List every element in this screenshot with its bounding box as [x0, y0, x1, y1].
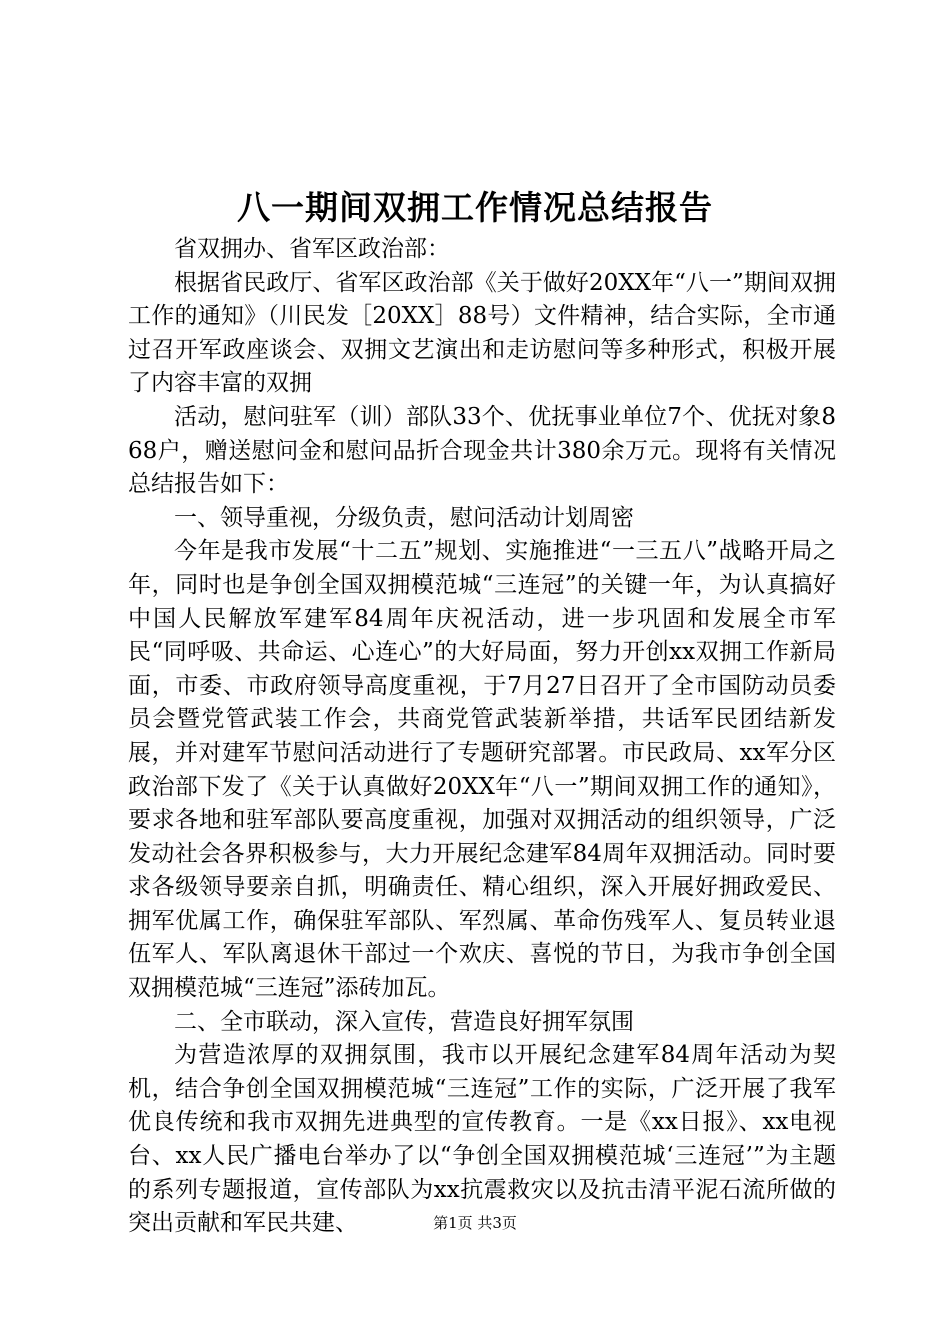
- section-heading-2: 二、全市联动，深入宣传，营造良好拥军氛围: [174, 1008, 634, 1035]
- paragraph-section-1: 今年是我市发展“十二五”规划、实施推进“一三五八”战略开局之年，同时也是争创全国双拥模范城“三连冠”的关键一年，为认真搞好中国人民解放军建军84周年庆祝活动，进一步巩固和发展全市军民“同呼吸、共命运、心连心”的大好局面，努力开创xx双拥工作新局面，市委、市政府领导高度重视，于7月27日召开了全市国防动员委员会暨党管武装工作会，共商党管武装新举措，共话军民团结新发展，并对建军节慰问活动进行了专题研究部署。市民政局、xx军分区政治部下发了《关于认真做好20XX年“八一”期间双拥工作的通知》，要求各地和驻军部队要高度重视，加强对双拥活动的组织领导，广泛发动社会各界积极参与，大力开展纪念建军84周年双拥活动。同时要求各级领导要亲自抓，明确责任、精心组织，深入开展好拥政爱民、拥军优属工作，确保驻军部队、军烈属、革命伤残军人、复员转业退伍军人、军队离退休干部过一个欢庆、喜悦的节日，为我市争创全国双拥模范城“三连冠”添砖加瓦。: [128, 538, 836, 1002]
- section-heading-1: 一、领导重视，分级负责，慰问活动计划周密: [174, 504, 634, 531]
- paragraph-intro: 根据省民政厅、省军区政治部《关于做好20XX年“八一”期间双拥工作的通知》（川民发［20XX］88号）文件精神，结合实际，全市通过召开军政座谈会、双拥文艺演出和走访慰问等多种形式，积极开展了内容丰富的双拥: [128, 269, 836, 397]
- paragraph-section-2: 为营造浓厚的双拥氛围，我市以开展纪念建军84周年活动为契机，结合争创全国双拥模范城“三连冠”工作的实际，广泛开展了我军优良传统和我市双拥先进典型的宣传教育。一是《xx日报》、xx电视台、xx人民广播电台举办了以“争创全国双拥模范城‘三连冠’”为主题的系列专题报道，宣传部队为xx抗震救灾以及抗击清平泥石流所做的突出贡献和军民共建、: [128, 1042, 836, 1237]
- salutation: 省双拥办、省军区政治部：: [174, 236, 450, 262]
- page-number: 第1页 共3页: [433, 1214, 517, 1232]
- paragraph-summary: 活动，慰问驻军（训）部队33个、优抚事业单位7个、优抚对象868户，赠送慰问金和慰问品折合现金共计380余万元。现将有关情况总结报告如下：: [128, 403, 836, 498]
- document-body: [128, 233, 836, 1241]
- document-title: 八一期间双拥工作情况总结报告: [237, 188, 713, 227]
